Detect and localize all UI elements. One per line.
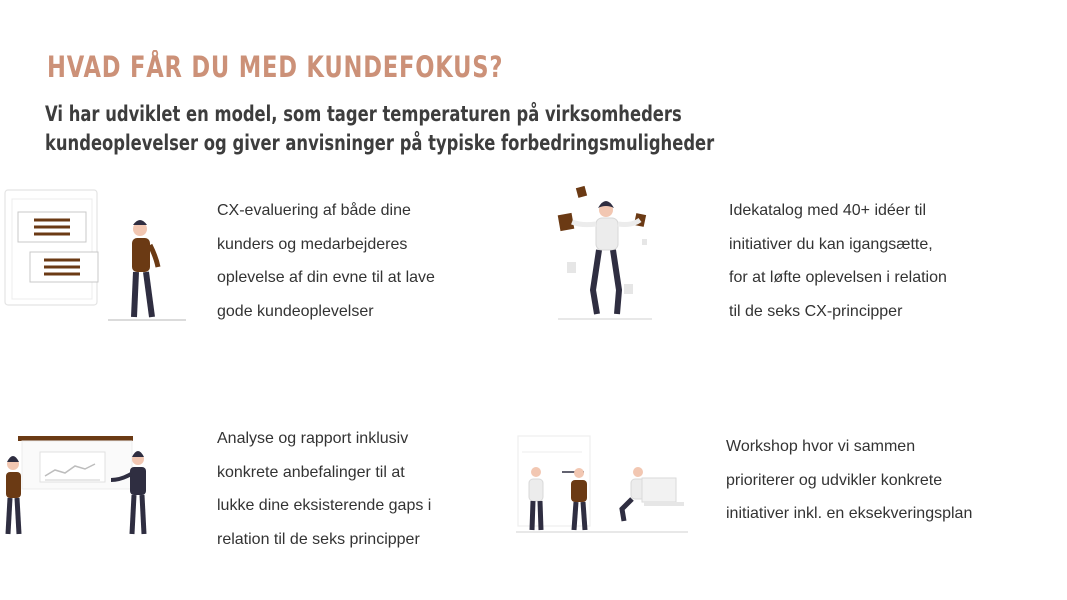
- feature-line: initiativer inkl. en eksekveringsplan: [726, 505, 973, 522]
- workshop-illustration: [512, 432, 692, 537]
- feature-line: kunders og medarbejderes: [217, 235, 408, 253]
- feature-line: initiativer du kan igangsætte,: [729, 235, 933, 253]
- feature-line: prioriterer og udvikler konkrete: [726, 471, 943, 489]
- analysis-presentation-illustration: [0, 430, 160, 540]
- feature-line: lukke dine eksisterende gaps i: [217, 497, 432, 514]
- subtitle-line-1: Vi har udviklet en model, som tager temperaturen på virksomheders: [45, 102, 682, 126]
- feature-line: til de seks CX-principper: [729, 302, 903, 320]
- subtitle-line-2: kundeoplevelser og giver anvisninger på typiske forbedringsmuligheder: [45, 131, 715, 155]
- feature-evaluation-text: [217, 194, 435, 328]
- feature-line: CX-evaluering af både dine: [217, 202, 411, 219]
- feature-line: Analyse og rapport inklusiv: [217, 430, 409, 447]
- feature-idea-catalog-text: [729, 194, 947, 328]
- page-title: HVAD FÅR DU MED KUNDEFOKUS?: [47, 50, 504, 84]
- feature-line: Idekatalog med 40+ idéer til: [729, 202, 927, 219]
- page-subtitle: [45, 100, 714, 158]
- feature-analysis-text: [217, 422, 431, 556]
- feature-line: oplevelse af din evne til at lave: [217, 269, 435, 286]
- feature-workshop-text: [726, 430, 972, 531]
- feature-line: konkrete anbefalinger til at: [217, 463, 405, 481]
- feature-line: for at løfte oplevelsen i relation: [729, 269, 947, 286]
- feature-line: gode kundeoplevelser: [217, 302, 374, 320]
- idea-juggling-illustration: [552, 184, 662, 324]
- evaluation-illustration: [0, 185, 195, 325]
- feature-line: relation til de seks principper: [217, 530, 420, 548]
- feature-line: Workshop hvor vi sammen: [726, 438, 916, 455]
